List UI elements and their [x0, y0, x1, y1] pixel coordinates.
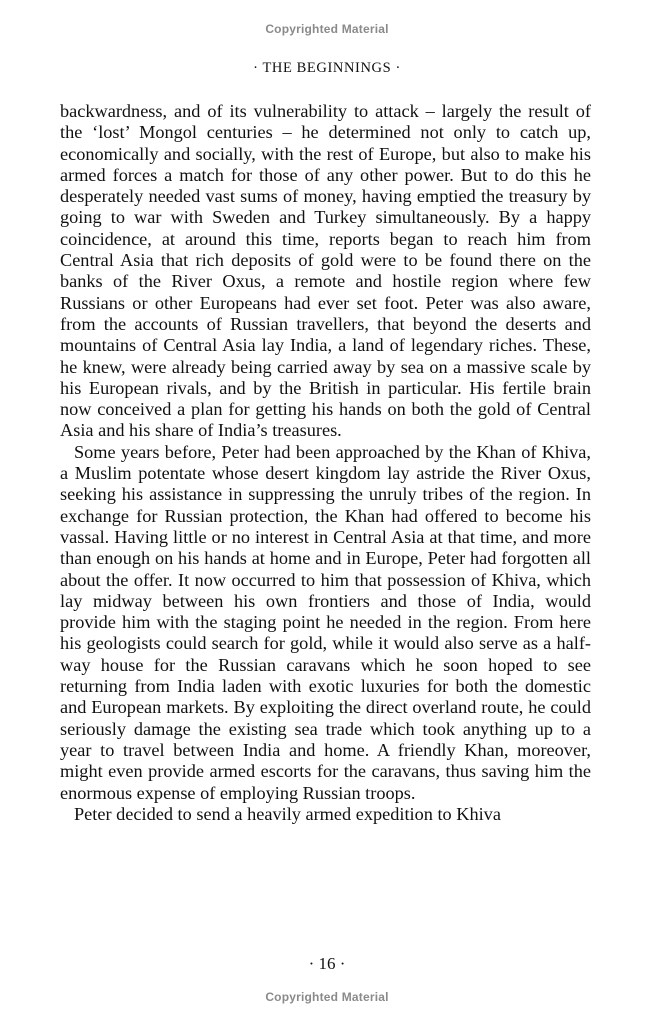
- paragraph-1: backwardness, and of its vulnerability to attack – largely the result of the ‘lost’ Mongol centuries – he determined not only to catch up, economically and socially, with the rest of Europe, but also to make his armed forces a match for those of any other power. But to do this he desperately needed vast sums of money, having emptied the treasury by going to war with Sweden and Turkey simultaneously. By a happy coincidence, at around this time, reports began to reach him from Central Asia that rich deposits of gold were to be found there on the banks of the River Oxus, a remote and hostile region where few Russians or other Europeans had ever set foot. Peter was also aware, from the accounts of Russian travellers, that beyond the deserts and mountains of Central Asia lay India, a land of legendary riches. These, he knew, were already being carried away by sea on a massive scale by his European rivals, and by the British in particular. His fertile brain now conceived a plan for getting his hands on both the gold of Central Asia and his share of India’s treasures.: [60, 101, 591, 441]
- paragraph-2: Some years before, Peter had been approached by the Khan of Khiva, a Muslim potentate whose desert kingdom lay astride the River Oxus, seeking his assistance in suppressing the unruly tribes of the region. In exchange for Russian protection, the Khan had offered to become his vassal. Having little or no interest in Central Asia at that time, and more than enough on his hands at home and in Europe, Peter had forgotten all about the offer. It now occurred to him that possession of Khiva, which lay midway between his own frontiers and those of India, would provide him with the staging point he needed in the region. From here his geologists could search for gold, while it would also serve as a half-way house for the Russian caravans which he soon hoped to see returning from India laden with exotic luxuries for both the domestic and European markets. By exploiting the direct overland route, he could seriously damage the existing sea trade which took anything up to a year to travel between India and home. A friendly Khan, moreover, might even provide armed escorts for the caravans, thus saving him the enormous expense of employing Russian troops.: [60, 441, 591, 803]
- page-number: · 16 ·: [308, 954, 346, 973]
- running-head: · THE BEGINNINGS ·: [253, 60, 401, 76]
- body-text: [60, 101, 591, 825]
- watermark-top: Copyrighted Material: [265, 22, 389, 36]
- paragraph-3: Peter decided to send a heavily armed expedition to Khiva: [74, 803, 501, 824]
- watermark-bottom: Copyrighted Material: [265, 990, 389, 1004]
